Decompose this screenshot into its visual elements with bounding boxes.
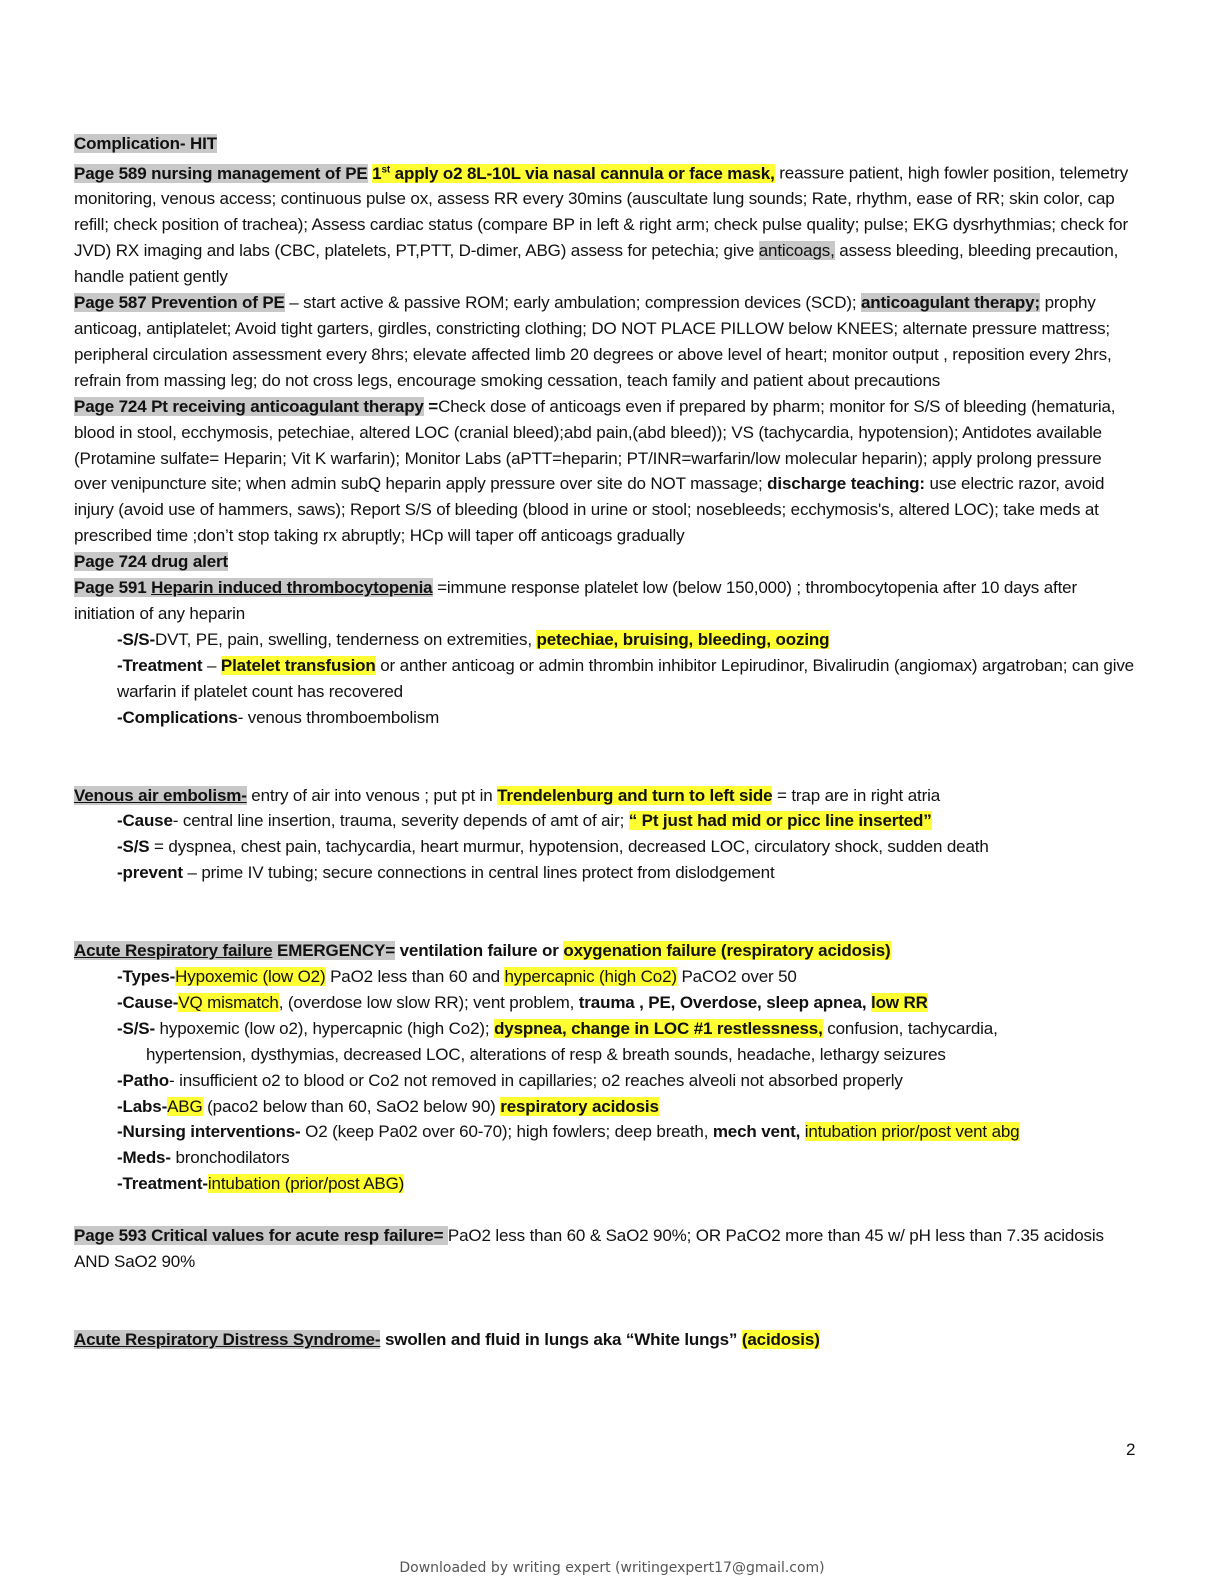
vae-heading: Venous air embolism- bbox=[74, 785, 247, 805]
oxygenation-failure-highlight: oxygenation failure (respiratory acidosis) bbox=[563, 941, 891, 961]
arf-ss-continued: hypertension, dysthymias, decreased LOC, alterations of resp & breath sounds, headache, lethargy seizures bbox=[146, 1044, 946, 1064]
spacer bbox=[74, 1275, 1134, 1327]
pt-receiving-heading: Page 724 Pt receiving anticoagulant therapy bbox=[74, 396, 424, 416]
page-number: 2 bbox=[1126, 1440, 1136, 1459]
arf-ss-line: -S/S- hypoxemic (low o2), hypercapnic (high Co2); dyspnea, change in LOC #1 restlessness, confusion, tachycardia, bbox=[117, 1018, 998, 1038]
hit-treatment-line: -Treatment – Platelet transfusion or anther anticoag or admin thrombin inhibitor Lepirudinor, Bivalirudin (angiomax) argatroban; can give warfarin if platelet count has recovered bbox=[117, 655, 1134, 701]
arf-cause-line: -Cause-VQ mismatch, (overdose low slow RR); vent problem, trauma , PE, Overdose, sleep apnea, low RR bbox=[117, 992, 928, 1012]
arf-types-line: -Types-Hypoxemic (low O2) PaO2 less than 60 and hypercapnic (high Co2) PaCO2 over 50 bbox=[117, 967, 797, 987]
hit-heading: Page 591 Heparin induced thrombocytopenia bbox=[74, 578, 433, 598]
vae-prevent-line: -prevent – prime IV tubing; secure connections in central lines protect from dislodgement bbox=[117, 863, 775, 883]
complication-hit-heading: Complication- HIT bbox=[74, 134, 217, 153]
hit-ss-highlight: petechiae, bruising, bleeding, oozing bbox=[536, 629, 830, 649]
anticoagulant-therapy-paragraph: Page 724 Pt receiving anticoagulant therapy =Check dose of anticoags even if prepared by pharm; monitor for S/S of bleeding (hematuria, blood in stool, ecchymosis, petechiae, altered LOC (cranial bleed);abd pain,(abd bleed)); VS (tachycardia, hypotension); Antidotes available (Protamine sulfate= Heparin; Vit K warfarin); Monitor Labs (aPTT=heparin; PT/INR=warfarin/low molecular heparin); apply prolong pressure over venipuncture site; when admin subQ heparin apply pressure over site do NOT massage; discharge teaching: use electric razor, avoid injury (avoid use of hammers, saws); Report S/S of bleeding (blood in urine or stool; nosebleeds; ecchymosis's, altered LOC); take meds at prescribed time ;don’t stop taking rx abruptly; HCp will taper off anticoags gradually bbox=[74, 396, 1116, 546]
trendelenburg-highlight: Trendelenburg and turn to left side bbox=[497, 785, 773, 805]
arf-definition-line: Acute Respiratory failure EMERGENCY= ventilation failure or oxygenation failure (respiratory acidosis) bbox=[74, 941, 891, 961]
vae-definition-line: Venous air embolism- entry of air into venous ; put pt in Trendelenburg and turn to left side = trap are in right atria bbox=[74, 785, 941, 805]
ards-line: Acute Respiratory Distress Syndrome- swollen and fluid in lungs aka “White lungs” (acidosis) bbox=[74, 1330, 820, 1349]
hit-definition-paragraph: Page 591 Heparin induced thrombocytopenia =immune response platelet low (below 150,000) ; thrombocytopenia after 10 days after initiation of any heparin bbox=[74, 578, 1077, 623]
vae-ss-line: -S/S = dyspnea, chest pain, tachycardia, heart murmur, hypotension, decreased LOC, circulatory shock, sudden death bbox=[117, 837, 989, 857]
arf-nursing-line: -Nursing interventions- O2 (keep Pa02 over 60-70); high fowlers; deep breath, mech vent, intubation prior/post vent abg bbox=[117, 1122, 1020, 1142]
spacer bbox=[74, 886, 1134, 938]
pe-prevention-paragraph: Page 587 Prevention of PE – start active & passive ROM; early ambulation; compression devices (SCD); anticoagulant therapy; prophy anticoag, antiplatelet; Avoid tight garters, girdles, constricting clothing; DO NOT PLACE PILLOW below KNEES; alternate pressure mattress; peripheral circulation assessment every 8hrs; elevate affected limb 20 degrees or above level of heart; monitor output , reposition every 2hrs, refrain from massing leg; do not cross legs, encourage smoking cessation, teach family and patient about precautions bbox=[74, 293, 1112, 390]
ards-heading: Acute Respiratory Distress Syndrome- bbox=[74, 1330, 381, 1349]
arf-treatment-line: -Treatment-intubation (prior/post ABG) bbox=[117, 1174, 405, 1194]
critical-values-heading: Page 593 Critical values for acute resp failure= bbox=[74, 1226, 448, 1246]
document-body bbox=[74, 131, 1134, 1353]
hit-title bbox=[74, 131, 1134, 157]
arf-meds-line: -Meds- bronchodilators bbox=[117, 1148, 290, 1168]
anticoags-highlight: anticoags, bbox=[758, 241, 835, 261]
acidosis-highlight: (acidosis) bbox=[741, 1330, 820, 1349]
hit-complications-line: -Complications- venous thromboembolism bbox=[117, 707, 440, 727]
arf-heading: Acute Respiratory failure EMERGENCY= bbox=[74, 941, 396, 961]
download-footer: Downloaded by writing expert (writingexpert17@gmail.com) bbox=[399, 1560, 825, 1576]
hit-ss-line: -S/S-DVT, PE, pain, swelling, tenderness on extremities, petechiae, bruising, bleeding, oozing bbox=[117, 629, 830, 649]
platelet-transfusion-highlight: Platelet transfusion bbox=[220, 655, 376, 675]
pe-management-paragraph: Page 589 nursing management of PE 1st apply o2 8L-10L via nasal cannula or face mask, reassure patient, high fowler position, telemetry monitoring, venous access; continuous pulse ox, assess RR every 30mins (auscultate lung sounds; Rate, rhythm, ease of RR; skin color, cap refill; check position of trachea); Assess cardiac status (compare BP in left & right arm; check pulse quality; pulse; EKG dysrhythmias; check for JVD) RX imaging and labs (CBC, platelets, PT,PTT, D-dimer, ABG) assess for petechia; give anticoags, assess bleeding, bleeding precaution, handle patient gently bbox=[74, 163, 1129, 287]
critical-values-paragraph: Page 593 Critical values for acute resp failure= PaO2 less than 60 & SaO2 90%; OR PaCO2 more than 45 w/ pH less than 7.35 acidosis AND SaO2 90% bbox=[74, 1226, 1104, 1272]
drug-alert-line bbox=[74, 549, 1134, 575]
arf-patho-line: -Patho- insufficient o2 to blood or Co2 not removed in capillaries; o2 reaches alveoli not absorbed properly bbox=[117, 1070, 903, 1090]
arf-labs-line: -Labs-ABG (paco2 below than 60, SaO2 below 90) respiratory acidosis bbox=[117, 1096, 659, 1116]
vae-cause-line: -Cause- central line insertion, trauma, severity depends of amt of air; “ Pt just had mid or picc line inserted” bbox=[117, 811, 932, 831]
discharge-teaching-label: discharge teaching: bbox=[767, 474, 925, 494]
anticoagulant-therapy-highlight: anticoagulant therapy; bbox=[860, 293, 1040, 313]
spacer bbox=[74, 1197, 1134, 1223]
drug-alert-heading: Page 724 drug alert bbox=[74, 552, 228, 572]
pe-management-heading: Page 589 nursing management of PE bbox=[74, 163, 368, 183]
spacer bbox=[74, 731, 1134, 783]
picc-line-highlight: “ Pt just had mid or picc line inserted” bbox=[628, 811, 932, 831]
first-step-highlight: 1st apply o2 8L-10L via nasal cannula or face mask, bbox=[372, 163, 775, 183]
pe-prevention-heading: Page 587 Prevention of PE bbox=[74, 293, 285, 313]
